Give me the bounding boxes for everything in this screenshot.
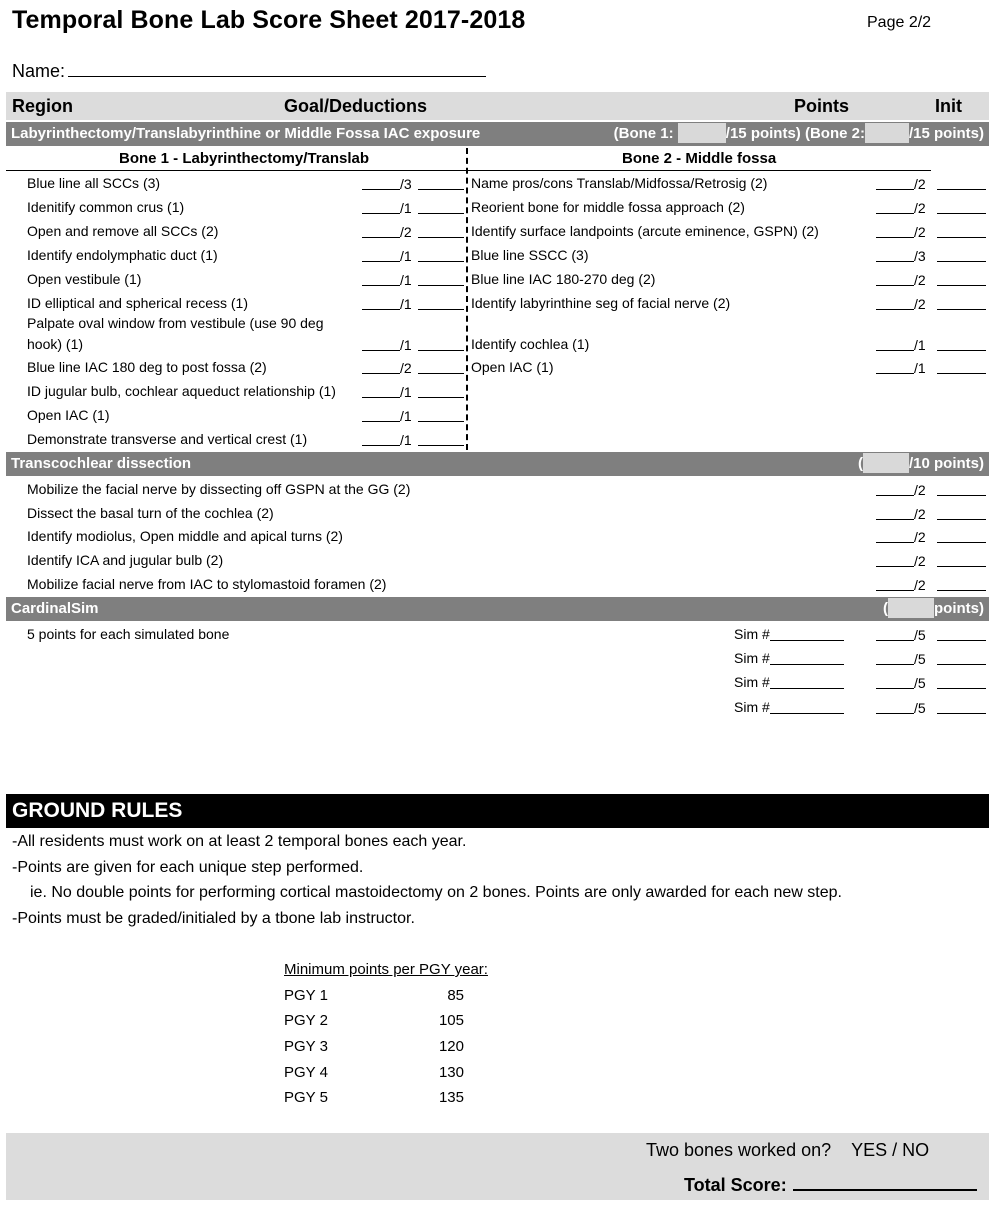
column-divider xyxy=(466,148,468,450)
bone2-item-label: Open IAC (1) xyxy=(471,359,554,375)
score-blank[interactable] xyxy=(876,505,914,520)
max-points: /5 xyxy=(914,675,926,691)
score-blank[interactable] xyxy=(876,481,914,496)
score-blank[interactable] xyxy=(876,247,914,262)
max-points: /2 xyxy=(914,553,926,569)
section-labyrinthectomy-header xyxy=(6,122,989,146)
transcochlear-points-blank[interactable] xyxy=(863,453,909,473)
bone1-item-label: Demonstrate transverse and vertical crest (1) xyxy=(27,431,308,447)
section-cardinalsim-header xyxy=(6,597,989,621)
score-blank[interactable] xyxy=(876,528,914,543)
total-score-field[interactable] xyxy=(793,1173,977,1191)
pgy-points: 130 xyxy=(438,1064,464,1081)
initials-blank[interactable] xyxy=(937,505,986,520)
max-points: /1 xyxy=(400,384,412,400)
ground-rules-header xyxy=(6,794,989,828)
rule-line: ie. No double points for performing cortical mastoidectomy on 2 bones. Points are only awarded for each new step. xyxy=(30,884,842,901)
max-points: /2 xyxy=(914,529,926,545)
initials-blank[interactable] xyxy=(937,175,986,190)
initials-blank[interactable] xyxy=(937,552,986,567)
pgy-points: 105 xyxy=(438,1012,464,1029)
section-title: Labyrinthectomy/Translabyrinthine or Middle Fossa IAC exposure xyxy=(11,125,481,142)
bone1-item-label: Identify endolymphatic duct (1) xyxy=(27,247,218,263)
two-bones-question xyxy=(646,1140,929,1161)
max-points: /1 xyxy=(400,248,412,264)
page-title: Temporal Bone Lab Score Sheet 2017-2018 xyxy=(12,6,526,34)
score-blank[interactable] xyxy=(362,431,400,446)
section-title: Transcochlear dissection xyxy=(11,455,192,472)
max-points: /3 xyxy=(400,176,412,192)
score-blank[interactable] xyxy=(876,271,914,286)
cardinalsim-desc: 5 points for each simulated bone xyxy=(27,626,230,642)
points-text-b: /10 points) xyxy=(908,455,984,472)
transcochlear-item-label: Identify ICA and jugular bulb (2) xyxy=(27,552,224,568)
max-points: /2 xyxy=(914,272,926,288)
bone1-item-label: Idenitify common crus (1) xyxy=(27,199,185,215)
max-points: /5 xyxy=(914,651,926,667)
score-blank[interactable] xyxy=(362,359,400,374)
initials-blank[interactable] xyxy=(418,175,464,190)
bone1-item-label-cont: hook) (1) xyxy=(27,336,84,352)
score-blank[interactable] xyxy=(876,199,914,214)
pgy-points: 85 xyxy=(447,987,464,1004)
points-text-a: (Bone 1: xyxy=(613,125,674,142)
initials-blank[interactable] xyxy=(937,481,986,496)
initials-blank[interactable] xyxy=(937,626,986,641)
sim-number-blank[interactable] xyxy=(770,699,844,714)
score-blank[interactable] xyxy=(362,247,400,262)
max-points: /2 xyxy=(400,360,412,376)
initials-blank[interactable] xyxy=(418,247,464,262)
initials-blank[interactable] xyxy=(937,271,986,286)
score-blank[interactable] xyxy=(362,271,400,286)
bone2-item-label: Identify labyrinthine seg of facial nerve (2) xyxy=(471,295,731,311)
max-points: /5 xyxy=(914,627,926,643)
bone1-item-label: Open vestibule (1) xyxy=(27,271,142,287)
sim-label: Sim # xyxy=(734,626,770,642)
initials-blank[interactable] xyxy=(937,199,986,214)
ground-rules-title: GROUND RULES xyxy=(12,799,183,822)
name-label: Name: xyxy=(12,61,66,81)
score-blank[interactable] xyxy=(876,175,914,190)
pgy-points: 120 xyxy=(438,1038,464,1055)
initials-blank[interactable] xyxy=(418,271,464,286)
initials-blank[interactable] xyxy=(418,359,464,374)
bone1-item-label: Open and remove all SCCs (2) xyxy=(27,223,219,239)
initials-blank[interactable] xyxy=(937,295,986,310)
minimum-points-heading: Minimum points per PGY year: xyxy=(284,961,488,978)
rule-line: -All residents must work on at least 2 temporal bones each year. xyxy=(12,833,467,850)
initials-blank[interactable] xyxy=(418,407,464,422)
bone1-item-label: ID jugular bulb, cochlear aqueduct relationship (1) xyxy=(27,383,336,399)
bone1-header-rule xyxy=(6,170,467,171)
two-bones-label: Two bones worked on? xyxy=(646,1140,832,1160)
transcochlear-item-label: Mobilize facial nerve from IAC to stylomastoid foramen (2) xyxy=(27,576,387,592)
max-points: /2 xyxy=(914,482,926,498)
bone2-item-label: Identify surface landpoints (arcute eminence, GSPN) (2) xyxy=(471,223,819,239)
sim-label: Sim # xyxy=(734,650,770,666)
score-blank[interactable] xyxy=(362,336,400,351)
max-points: /1 xyxy=(400,408,412,424)
score-blank[interactable] xyxy=(876,699,914,714)
yes-no-option[interactable]: YES / NO xyxy=(851,1140,930,1160)
points-text-a: ( xyxy=(883,600,888,617)
transcochlear-item-label: Mobilize the facial nerve by dissecting off GSPN at the GG (2) xyxy=(27,481,411,497)
points-text-b: points) xyxy=(934,600,984,617)
score-blank[interactable] xyxy=(876,336,914,351)
initials-blank[interactable] xyxy=(937,674,986,689)
pgy-year: PGY 4 xyxy=(284,1064,328,1081)
bone1-item-label: Palpate oval window from vestibule (use 90 deg xyxy=(27,315,324,331)
initials-blank[interactable] xyxy=(937,576,986,591)
col-goal: Goal/Deductions xyxy=(284,96,428,116)
points-text-b: /15 points) (Bone 2: xyxy=(725,125,865,142)
initials-blank[interactable] xyxy=(418,223,464,238)
bone2-item-label: Name pros/cons Translab/Midfossa/Retrosig (2) xyxy=(471,175,768,191)
name-row xyxy=(12,58,486,82)
score-blank[interactable] xyxy=(876,576,914,591)
initials-blank[interactable] xyxy=(937,359,986,374)
bone1-points-blank[interactable] xyxy=(678,123,726,143)
max-points: /1 xyxy=(400,337,412,353)
pgy-year: PGY 5 xyxy=(284,1089,328,1106)
max-points: /1 xyxy=(400,432,412,448)
initials-blank[interactable] xyxy=(937,336,986,351)
sim-label: Sim # xyxy=(734,699,770,715)
section-transcochlear-header xyxy=(6,452,989,476)
col-points: Points xyxy=(794,96,850,116)
initials-blank[interactable] xyxy=(937,699,986,714)
name-field[interactable] xyxy=(68,58,486,77)
page-number: Page 2/2 xyxy=(867,14,932,31)
section-points xyxy=(858,455,984,473)
pgy-year: PGY 2 xyxy=(284,1012,328,1029)
bone2-item-label: Reorient bone for middle fossa approach (2) xyxy=(471,199,745,215)
max-points: /2 xyxy=(914,577,926,593)
score-blank[interactable] xyxy=(362,223,400,238)
initials-blank[interactable] xyxy=(418,431,464,446)
max-points: /2 xyxy=(914,200,926,216)
max-points: /2 xyxy=(914,224,926,240)
score-blank[interactable] xyxy=(362,383,400,398)
score-blank[interactable] xyxy=(876,223,914,238)
sim-number-blank[interactable] xyxy=(770,674,844,689)
bone2-item-label: Blue line IAC 180-270 deg (2) xyxy=(471,271,656,287)
sim-label: Sim # xyxy=(734,674,770,690)
total-score xyxy=(684,1173,977,1196)
rule-line: -Points must be graded/initialed by a tbone lab instructor. xyxy=(12,910,415,927)
bone2-points-blank[interactable] xyxy=(865,123,909,143)
section-points xyxy=(614,125,984,143)
max-points: /2 xyxy=(914,296,926,312)
initials-blank[interactable] xyxy=(418,383,464,398)
score-blank[interactable] xyxy=(362,199,400,214)
initials-blank[interactable] xyxy=(418,199,464,214)
score-blank[interactable] xyxy=(876,359,914,374)
points-text-a: ( xyxy=(857,455,863,472)
bone2-item-label: Identify cochlea (1) xyxy=(471,336,590,352)
section-title: CardinalSim xyxy=(11,600,99,617)
bone1-item-label: Blue line IAC 180 deg to post fossa (2) xyxy=(27,359,267,375)
score-blank[interactable] xyxy=(876,674,914,689)
pgy-year: PGY 3 xyxy=(284,1038,328,1055)
max-points: /1 xyxy=(914,360,926,376)
initials-blank[interactable] xyxy=(937,528,986,543)
initials-blank[interactable] xyxy=(937,247,986,262)
pgy-year: PGY 1 xyxy=(284,987,328,1004)
col-init: Init xyxy=(935,96,962,116)
transcochlear-item-label: Dissect the basal turn of the cochlea (2) xyxy=(27,505,274,521)
score-blank[interactable] xyxy=(876,552,914,567)
bone1-item-label: ID elliptical and spherical recess (1) xyxy=(27,295,248,311)
transcochlear-item-label: Identify modiolus, Open middle and apical turns (2) xyxy=(27,528,343,544)
initials-blank[interactable] xyxy=(937,223,986,238)
sim-number-blank[interactable] xyxy=(770,650,844,665)
total-score-label: Total Score: xyxy=(684,1175,787,1195)
bone1-header: Bone 1 - Labyrinthectomy/Translab xyxy=(119,150,370,167)
col-region: Region xyxy=(12,96,73,116)
max-points: /1 xyxy=(400,272,412,288)
sim-number-blank[interactable] xyxy=(770,626,844,641)
score-blank[interactable] xyxy=(876,626,914,641)
max-points: /1 xyxy=(400,296,412,312)
cardinalsim-points-blank[interactable] xyxy=(888,598,934,618)
initials-blank[interactable] xyxy=(937,650,986,665)
score-blank[interactable] xyxy=(362,295,400,310)
max-points: /1 xyxy=(400,200,412,216)
max-points: /1 xyxy=(914,337,926,353)
bone2-header-rule xyxy=(468,170,931,171)
bone2-header: Bone 2 - Middle fossa xyxy=(622,150,777,167)
score-blank[interactable] xyxy=(876,650,914,665)
pgy-points: 135 xyxy=(438,1089,464,1106)
points-text-c: /15 points) xyxy=(908,125,984,142)
max-points: /2 xyxy=(914,176,926,192)
initials-blank[interactable] xyxy=(418,336,464,351)
bone1-item-label: Blue line all SCCs (3) xyxy=(27,175,161,191)
bone2-item-label: Blue line SSCC (3) xyxy=(471,247,589,263)
max-points: /3 xyxy=(914,248,926,264)
bone1-item-label: Open IAC (1) xyxy=(27,407,110,423)
score-blank[interactable] xyxy=(362,175,400,190)
score-blank[interactable] xyxy=(876,295,914,310)
max-points: /5 xyxy=(914,700,926,716)
max-points: /2 xyxy=(400,224,412,240)
rule-line: -Points are given for each unique step performed. xyxy=(12,859,364,876)
max-points: /2 xyxy=(914,506,926,522)
score-blank[interactable] xyxy=(362,407,400,422)
initials-blank[interactable] xyxy=(418,295,464,310)
section-points xyxy=(883,600,984,618)
